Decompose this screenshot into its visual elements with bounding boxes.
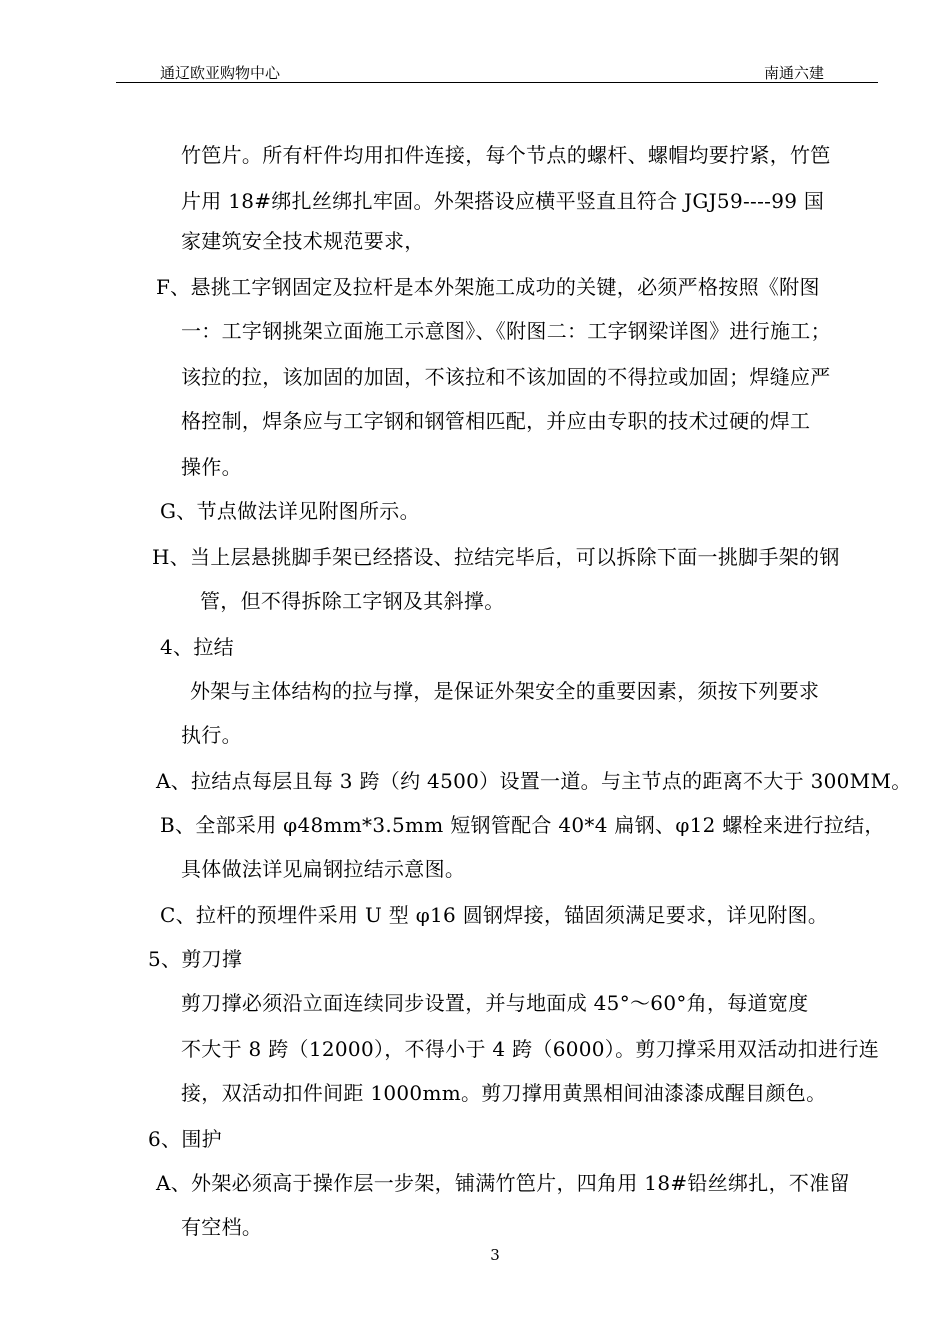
body-line: 家建筑安全技术规范要求， — [181, 229, 425, 253]
page-header — [116, 58, 878, 83]
body-line: 操作。 — [181, 455, 242, 479]
body-line: 接，双活动扣件间距 1000mm。剪刀撑用黄黑相间油漆漆成醒目颜色。 — [181, 1081, 827, 1105]
body-line: 执行。 — [181, 723, 242, 747]
section-heading: 4、拉结 — [160, 635, 234, 659]
section-heading: 6、围护 — [148, 1127, 222, 1151]
body-line: 管，但不得拆除工字钢及其斜撑。 — [200, 589, 505, 613]
section-heading: 5、剪刀撑 — [148, 947, 243, 971]
page-number: 3 — [490, 1246, 500, 1264]
header-company-name: 南通六建 — [763, 64, 824, 82]
body-line: F、悬挑工字钢固定及拉杆是本外架施工成功的关键，必须严格按照《附图 — [156, 275, 820, 299]
body-line: 不大于 8 跨（12000），不得小于 4 跨（6000）。剪刀撑采用双活动扣进行连 — [181, 1037, 879, 1061]
body-line: 一：工字钢挑架立面施工示意图》、《附图二：工字钢梁详图》进行施工； — [181, 319, 831, 343]
body-line: 竹笆片。所有杆件均用扣件连接，每个节点的螺杆、螺帽均要拧紧，竹笆 — [181, 143, 831, 167]
body-line: A、拉结点每层且每 3 跨（约 4500）设置一道。与主节点的距离不大于 300MM。 — [156, 769, 912, 793]
body-line: B、全部采用 φ48mm*3.5mm 短钢管配合 40*4 扁钢、φ12 螺栓来进行拉结， — [160, 813, 885, 837]
header-project-name: 通辽欧亚购物中心 — [160, 64, 281, 82]
body-line: H、当上层悬挑脚手架已经搭设、拉结完毕后，可以拆除下面一挑脚手架的钢 — [152, 545, 840, 569]
body-line: A、外架必须高于操作层一步架，铺满竹笆片，四角用 18#铅丝绑扎，不准留 — [156, 1171, 850, 1195]
body-line: 格控制，焊条应与工字钢和钢管相匹配，并应由专职的技术过硬的焊工 — [181, 409, 811, 433]
body-line: 剪刀撑必须沿立面连续同步设置，并与地面成 45°～60°角，每道宽度 — [181, 991, 809, 1015]
body-line: 有空档。 — [181, 1215, 263, 1239]
body-line: G、节点做法详见附图所示。 — [160, 499, 420, 523]
body-line: 该拉的拉，该加固的加固，不该拉和不该加固的不得拉或加固；焊缝应严 — [181, 365, 831, 389]
body-line: 外架与主体结构的拉与撑，是保证外架安全的重要因素，须按下列要求 — [190, 679, 820, 703]
body-line: 具体做法详见扁钢拉结示意图。 — [181, 857, 466, 881]
body-line: 片用 18#绑扎丝绑扎牢固。外架搭设应横平竖直且符合 JGJ59----99 国 — [181, 189, 825, 213]
body-line: C、拉杆的预埋件采用 U 型 φ16 圆钢焊接，锚固须满足要求，详见附图。 — [160, 903, 829, 927]
